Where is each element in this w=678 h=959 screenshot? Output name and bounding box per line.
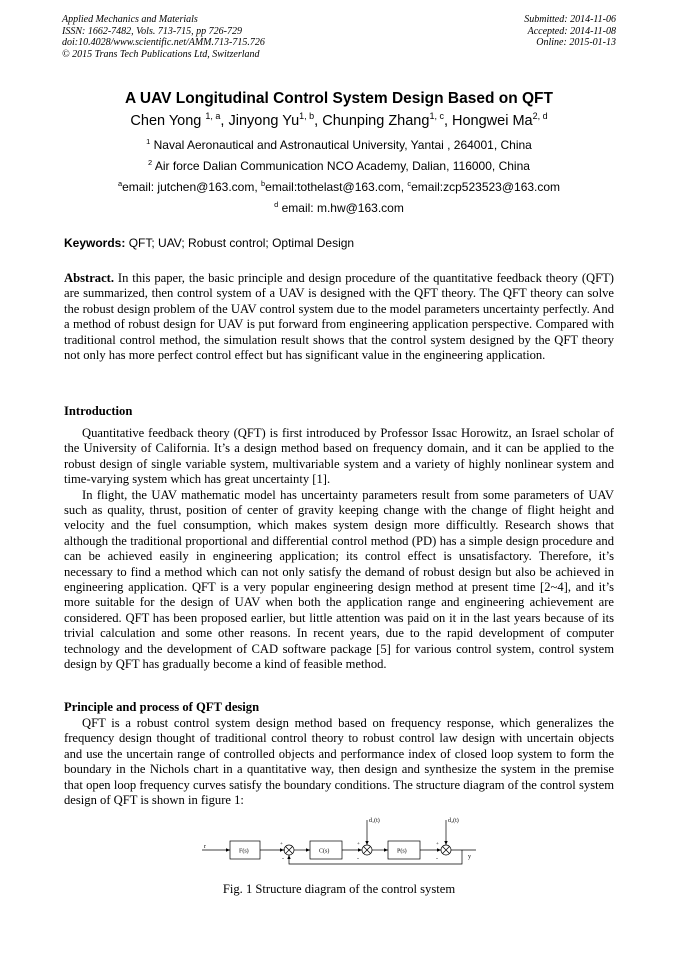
affiliation-1: $^1$ Naval Aeronautical and Astronautical University, Yantai , 264001, China	[146, 137, 532, 152]
keywords: Keywords: QFT; UAV; Robust control; Optimal Design	[64, 236, 355, 250]
block-F-label: F(s)	[239, 848, 249, 855]
svg-text:-: -	[357, 856, 359, 862]
header-right	[524, 14, 616, 49]
accepted-date: Accepted: 2014-11-08	[527, 25, 616, 37]
svg-text:-: -	[436, 856, 438, 862]
principle-body	[64, 716, 614, 808]
svg-text:+: +	[357, 842, 360, 847]
disturbance-2-label: d₂(t)	[448, 818, 459, 824]
author: Chunping Zhang	[322, 113, 430, 129]
paragraph: QFT is a robust control system design method based on frequency response, which generalizes the frequency design thought of traditional control theory to robust control law design with uncertain objects and use the uncertain range of controlled objects and performance index of closed loop system to form the boundary in the Nichols chart in a quantitative way, then design and synthesize the system in the premise that open loop frequency curves satisfy the boundary conditions. The structure diagram of the control system design of QFT is shown in figure 1:	[64, 716, 614, 808]
email-line-1: $^a$email: jutchen@163.com, $^b$email:tothelast@163.com, $^c$email:zcp523523@163.com	[117, 179, 561, 194]
email-line-2: $^d$ email: m.hw@163.com	[274, 200, 404, 215]
abstract-label: Abstract.	[64, 271, 115, 285]
block-C-label: C(s)	[319, 848, 330, 855]
doi: doi:10.4028/www.scientific.net/AMM.713-715.726	[62, 37, 265, 48]
introduction-body	[64, 426, 614, 673]
author: Chen Yong	[130, 113, 202, 129]
author-sup: 1, b	[299, 111, 315, 122]
header-left	[62, 14, 265, 60]
paper-title: A UAV Longitudinal Control System Design Based on QFT	[125, 90, 553, 107]
paragraph: Quantitative feedback theory (QFT) is first introduced by Professor Issac Horowitz, an Israel scholar of the University of California. It’s a design method based on frequency domain, and it can be applied to the robust design of single variable system, multivariable system and a variety of highly nonlinear system and time-varying system which has great uncertainty [1].	[64, 426, 614, 487]
copyright: © 2015 Trans Tech Publications Ltd, Switzerland	[62, 48, 260, 60]
online-date: Online: 2015-01-13	[536, 37, 616, 48]
figure-caption: Fig. 1 Structure diagram of the control system	[222, 882, 456, 896]
author-sup: 2, d	[532, 111, 548, 122]
author: Hongwei Ma	[452, 113, 533, 129]
structure-diagram	[200, 812, 480, 867]
author: Jinyong Yu	[228, 113, 300, 129]
block-P-label: P(s)	[397, 848, 407, 855]
abstract-text: In this paper, the basic principle and design procedure of the quantitative feedback theory (QFT) are summarized, then control system of a UAV is designed with the QFT theory. The QFT theory can solve the robust design problem of the UAV control system due to the model parameters uncertainty perfectly. And a method of robust design for UAV is put forward from engineering application perspective. Compared with traditional control method, the simulation result shows that the control system designed by the QFT theory not only has more perfect control effect but has significant value in the engineering application.	[64, 271, 614, 363]
svg-text:-: -	[282, 856, 284, 862]
svg-text:+: +	[280, 842, 283, 847]
journal-name: Applied Mechanics and Materials	[62, 14, 198, 25]
author-sup: 1, c	[429, 111, 444, 122]
author-list: Chen Yong $^{1, a}$, Jinyong Yu$^{1, b}$, Chunping Zhang$^{1, c}$, Hongwei Ma$^{2, d}$	[130, 111, 548, 129]
disturbance-1-label: d₁(t)	[369, 818, 380, 824]
affiliation-2: $^2$ Air force Dalian Communication NCO Academy, Dalian, 116000, China	[148, 158, 530, 173]
input-label: r	[204, 844, 206, 850]
paragraph: In flight, the UAV mathematic model has uncertainty parameters result from some parameters of UAV such as quality, thrust, position of center of gravity keeping change with the change of flight height and velocity and the fuel consumption, which makes system design more difficultly. Research shows that although the traditional proportional and differential control method (PD) has a simple design procedure and can be achieved easily in engineering application; its control effect is unsatisfactory. Therefore, it’s necessary to find a method which can not only satisfy the demand of robust design but also be achieved in engineering application. QFT is a very popular engineering design method at present time [2~4], and it’s more suitable for the design of UAV when both the application range and engineering achievement are considered. QFT has been proposed earlier, but little attention was paid on it in the last years because of its trivial calculation and some other reasons. In recent years, due to the rapid development of computer technology and the development of CAD software package [5] for various control system, control system design by QFT has gradually become a kind of feasible method.	[64, 487, 614, 672]
section-heading-introduction: Introduction	[64, 404, 133, 418]
output-label: y	[468, 854, 471, 860]
svg-text:+: +	[436, 842, 439, 847]
submitted-date: Submitted: 2014-11-06	[524, 14, 616, 25]
section-heading-principle: Principle and process of QFT design	[64, 700, 260, 714]
author-sup: 1, a	[205, 111, 221, 122]
abstract	[64, 271, 614, 363]
issn: ISSN: 1662-7482, Vols. 713-715, pp 726-729	[62, 25, 242, 37]
